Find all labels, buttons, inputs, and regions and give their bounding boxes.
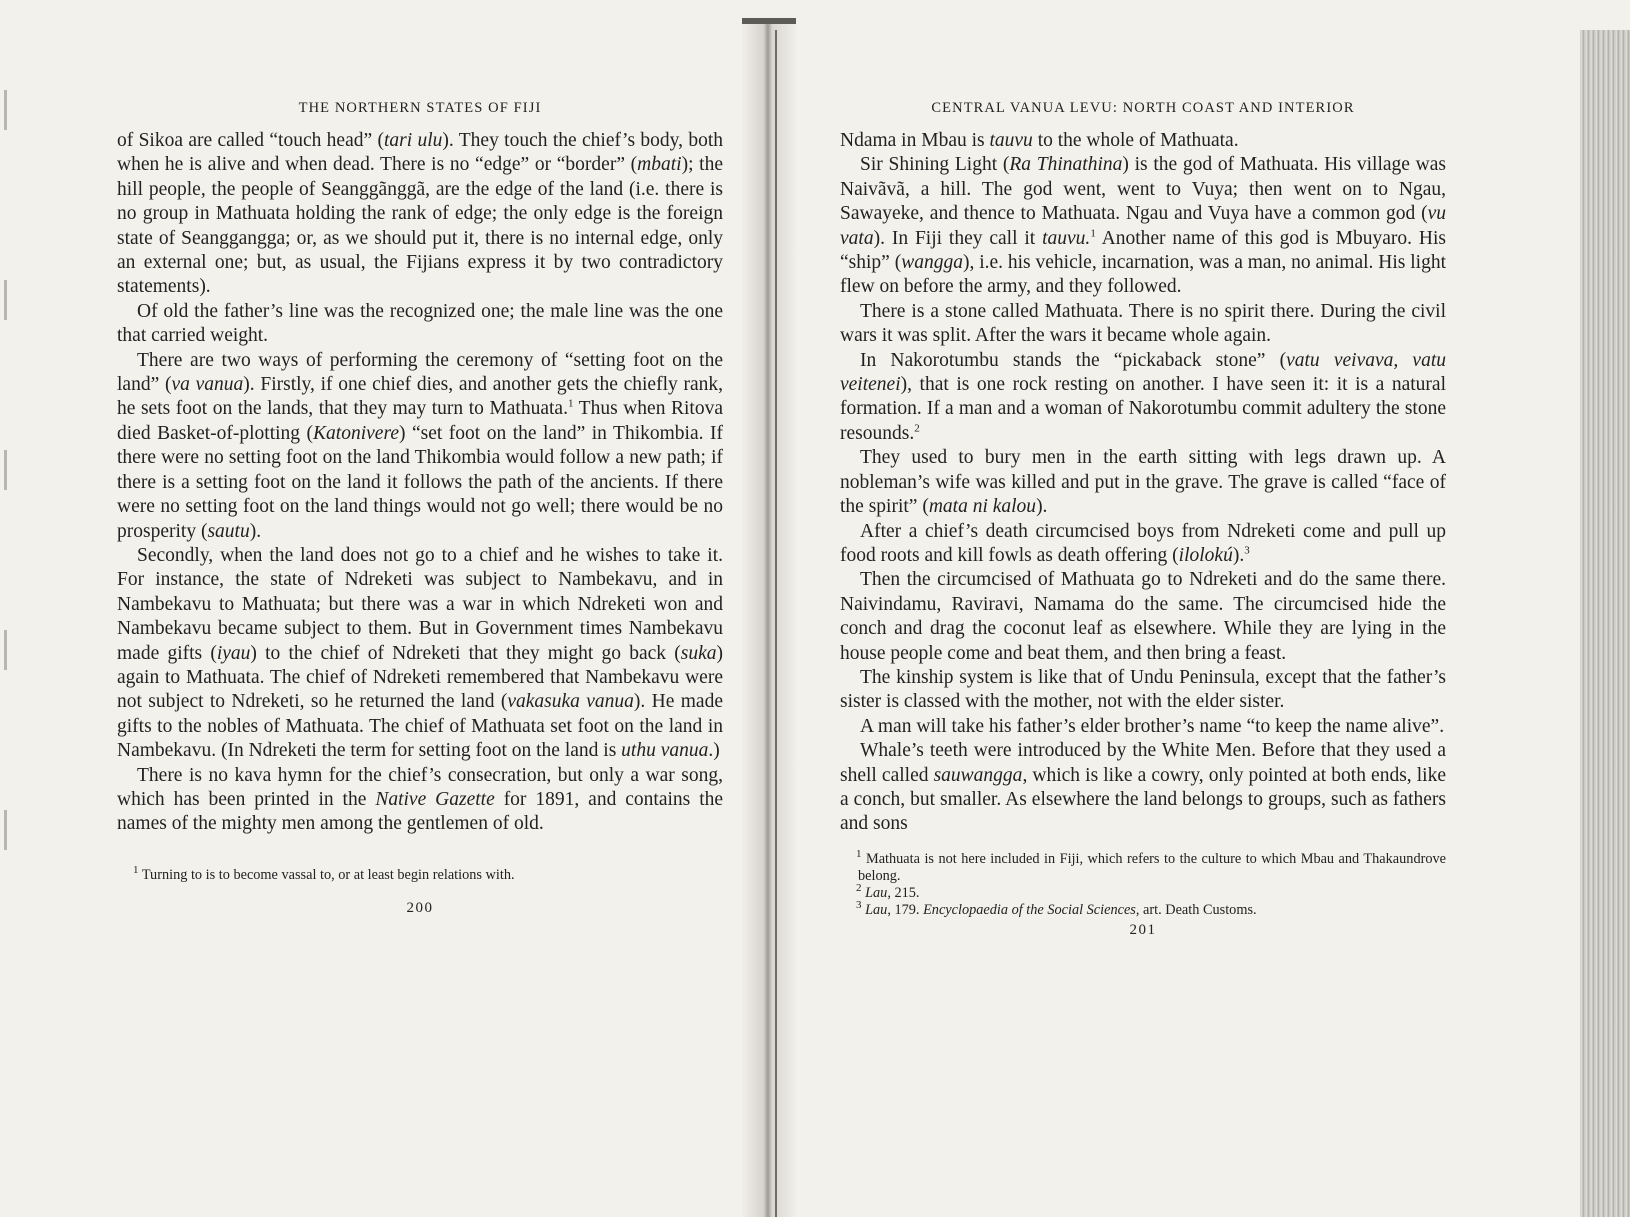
text-run: for 1891, and contains the names of the mighty men among the gentlemen of old. xyxy=(117,788,724,835)
text-run: Whale’s teeth were introduced by the White Men. Before that they used a shell called xyxy=(840,740,1446,786)
text-run: , which is like a cowry, only pointed at both ends, like a conch, but smaller. As elsewhere the land belongs to groups, such as fathers and sons xyxy=(840,764,1446,835)
paragraph xyxy=(117,349,723,544)
paragraph xyxy=(840,153,1446,299)
edge-mark xyxy=(4,450,7,490)
text-run: Thus when Ritova died Basket-of-plotting ( xyxy=(117,398,724,444)
italic-term: vatu veivava, vatu veitenei xyxy=(840,349,1446,396)
italic-term: Native Gazette xyxy=(375,788,495,810)
text-run: ). xyxy=(1036,496,1048,518)
gutter-shadow xyxy=(742,18,796,24)
page-body xyxy=(117,129,723,837)
italic-term: Lau xyxy=(865,902,888,919)
footnote xyxy=(840,882,1446,902)
text-run: There is a stone called Mathuata. There is no spirit there. During the civil wars it was split. After the wars it became whole again. xyxy=(840,300,1446,347)
text-run: ). Firstly, if one chief dies, and another gets the chiefly rank, he sets foot on the lands, that they may turn to Mathuata. xyxy=(117,374,723,420)
footnote-ref: 1 xyxy=(1090,227,1096,240)
italic-term: mata ni kalou xyxy=(928,496,1037,518)
text-run: , art. Death Customs. xyxy=(1135,902,1257,919)
text-run: ); the hill people, the people of Seanggãnggã, are the edge of the land (i.e. there is no group in Mathuata holding the rank of edge; the only edge is the foreign state of Seanggangga; or, as we should put it, there is no internal edge, only an external one; but, as usual, the Fijians express it by two contradictory statements). xyxy=(117,154,723,298)
text-run: to the whole of Mathuata. xyxy=(1032,130,1239,151)
italic-term: Encyclopaedia of the Social Sciences xyxy=(923,902,1136,919)
text-run: ). They touch the chief’s body, both when he is alive and when dead. There is no “edge” or “border” ( xyxy=(117,130,724,176)
paragraph xyxy=(117,300,723,349)
italic-term: suka xyxy=(680,642,717,664)
italic-term: Ra Thinathina xyxy=(1009,154,1123,176)
right-page xyxy=(840,100,1446,939)
footnote-ref: 1 xyxy=(567,397,574,410)
text-run: of Sikoa are called “touch head” ( xyxy=(117,130,384,151)
page-edge-marks xyxy=(4,30,8,1030)
footnote-ref: 2 xyxy=(856,882,862,895)
text-run: ). xyxy=(249,520,262,542)
edge-mark xyxy=(4,280,7,320)
text-run: Sir Shining Light ( xyxy=(860,154,1010,176)
footnote-ref: 2 xyxy=(914,422,920,435)
book-gutter xyxy=(742,20,796,1217)
paragraph xyxy=(840,349,1446,447)
footnote xyxy=(117,864,723,884)
footnote-ref: 1 xyxy=(856,848,862,861)
page-number: 201 xyxy=(1129,921,1157,938)
italic-term: tari ulu xyxy=(383,130,443,151)
text-run: A man will take his father’s elder brother’s name “to keep the name alive”. xyxy=(860,715,1445,737)
paragraph xyxy=(840,568,1446,666)
text-run: ). xyxy=(1232,544,1245,566)
italic-term: tauvu. xyxy=(1042,227,1091,249)
text-run: Ndama in Mbau is xyxy=(840,130,990,151)
page-body xyxy=(840,129,1446,837)
italic-term: uthu vanua xyxy=(621,740,709,762)
italic-term: wangga xyxy=(901,252,963,274)
paragraph xyxy=(840,446,1446,519)
italic-term: va vanua xyxy=(171,374,244,396)
text-run: , 179. xyxy=(887,902,924,919)
italic-term: Katonivere xyxy=(313,422,399,444)
text-run: Mathuata is not here included in Fiji, which refers to the culture to which Mbau and Thakaundrove belong. xyxy=(858,850,1446,884)
italic-term: vakasuka vanua xyxy=(507,691,634,713)
italic-term: vu vata xyxy=(840,203,1446,249)
paragraph xyxy=(840,300,1446,349)
footnote xyxy=(840,848,1446,885)
italic-term: mbati xyxy=(637,154,682,176)
page-number: 200 xyxy=(406,899,434,916)
text-run: ), that is one rock resting on another. I have seen it: it is a natural formation. If a man and a woman of Nakorotumbu commit adultery the stone resounds. xyxy=(840,374,1446,444)
edge-mark xyxy=(4,90,7,130)
footnotes xyxy=(840,848,1446,920)
footnote-ref: 1 xyxy=(133,864,139,877)
text-run: ). He made gifts to the nobles of Mathuata. The chief of Mathuata set foot on the land in Nambekavu. (In Ndreketi the term for setting foot on the land is xyxy=(117,691,723,762)
text-run: Another name of this god is Mbuyaro. His “ship” ( xyxy=(840,227,1446,274)
text-run: The kinship system is like that of Undu Peninsula, except that the father’s sister is classed with the mother, not with the elder sister. xyxy=(840,666,1446,713)
text-run: In Nakorotumbu stands the “pickaback stone” ( xyxy=(860,349,1287,371)
italic-term: iyau xyxy=(216,642,251,664)
italic-term: sauwangga xyxy=(933,764,1023,786)
running-head: CENTRAL VANUA LEVU: NORTH COAST AND INTERIOR xyxy=(931,100,1355,116)
text-run: ) to the chief of Ndreketi that they might go back ( xyxy=(250,642,681,664)
italic-term: sautu xyxy=(207,520,250,542)
edge-mark xyxy=(4,810,7,850)
text-run: Of old the father’s line was the recognized one; the male line was the one that carried weight. xyxy=(117,300,723,347)
paragraph xyxy=(840,715,1446,739)
text-run: Turning to is to become vassal to, or at least begin relations with. xyxy=(138,866,515,883)
text-run: They used to bury men in the earth sitting with legs drawn up. A nobleman’s wife was killed and put in the grave. The grave is called “face of the spirit” ( xyxy=(840,447,1446,518)
italic-term: Lau xyxy=(865,885,888,902)
text-run: , 215. xyxy=(887,885,920,902)
footnote xyxy=(840,899,1446,919)
footnote-ref: 3 xyxy=(1244,544,1250,557)
text-run: There are two ways of performing the ceremony of “setting foot on the land” ( xyxy=(117,349,723,396)
running-head: THE NORTHERN STATES OF FIJI xyxy=(298,100,542,116)
italic-term: ilolokú xyxy=(1178,544,1233,566)
paragraph xyxy=(117,129,723,300)
text-run: There is no kava hymn for the chief’s consecration, but only a war song, which has been printed in the xyxy=(117,764,723,810)
italic-term: tauvu xyxy=(989,130,1033,151)
paragraph xyxy=(840,520,1446,569)
paragraph xyxy=(117,764,723,837)
text-run: .) xyxy=(708,740,720,762)
paragraph xyxy=(840,739,1446,837)
text-run: Secondly, when the land does not go to a chief and he wishes to take it. For instance, the state of Ndreketi was subject to Nambekavu, and in Nambekavu to Mathuata; but there was a war in which Ndreketi won and Nambekavu became subject to them. But in Government times Nambekavu made gifts ( xyxy=(117,544,723,664)
text-run: ) “set foot on the land” in Thikombia. If there were no setting foot on the land Thikombia would follow a new path; if there is a setting foot on the land it follows the path of the ancients. If there were no setting foot on the land things would not go well; there would be no prosperity ( xyxy=(117,422,723,542)
footnote-ref: 3 xyxy=(856,899,862,912)
edge-mark xyxy=(4,630,7,670)
page-stack-edge xyxy=(1580,30,1630,1217)
paragraph xyxy=(117,544,723,764)
text-run: ) again to Mathuata. The chief of Ndreketi remembered that Nambekavu were not subject to Ndreketi, so he returned the land ( xyxy=(117,642,723,713)
text-run: After a chief’s death circumcised boys from Ndreketi come and pull up food roots and kill fowls as death offering ( xyxy=(840,520,1446,566)
footnotes xyxy=(117,864,723,884)
paragraph xyxy=(840,129,1446,153)
text-run: ) is the god of Mathuata. His village was Naivãvã, a hill. The god went, went to Vuya; then went on to Ngau, Sawayeke, and thence to Mathuata. Ngau and Vuya have a common god ( xyxy=(840,154,1447,225)
text-run: ). In Fiji they call it xyxy=(873,227,1043,249)
text-run: Then the circumcised of Mathuata go to Ndreketi and do the same there. Naivindamu, Raviravi, Namama do the same. The circumcised hide the conch and drag the coconut leaf as elsewhere. While they are lying in the house people come and beat them, and then bring a feast. xyxy=(840,569,1446,664)
left-page xyxy=(117,100,723,917)
text-run: ), i.e. his vehicle, incarnation, was a man, no animal. His light flew on before the army, and they followed. xyxy=(840,252,1446,298)
paragraph xyxy=(840,666,1446,715)
gutter-fold-line xyxy=(775,30,777,1217)
